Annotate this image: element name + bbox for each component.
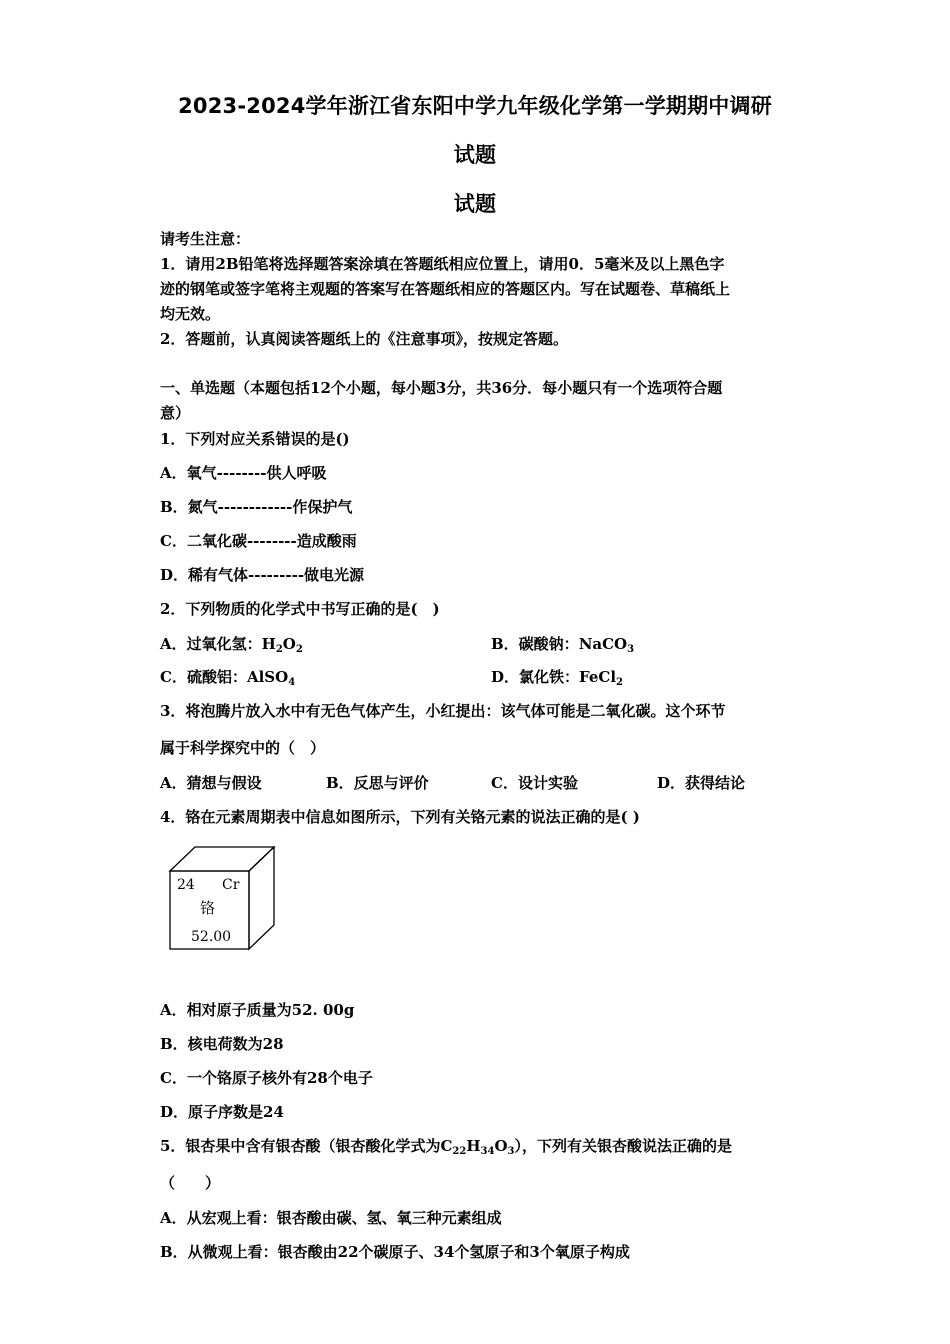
question-1-stem: 1．下列对应关系错误的是(): [160, 430, 350, 448]
question-2-option-a: A．过氧化氢：$H_2O_2$: [160, 635, 303, 655]
notice-item-1-cont: 迹的钢笔或签字笔将主观题的答案写在答题纸相应的答题区内。写在试题卷、草稿纸上: [160, 280, 731, 298]
section-heading: 一、单选题（本题包括12个小题，每小题3分，共36分．每小题只有一个选项符合题: [160, 379, 723, 397]
notice-item-2: 2．答题前，认真阅读答题纸上的《注意事项》，按规定答题。: [160, 330, 568, 348]
question-3-option-a: A．猜想与假设: [160, 774, 262, 792]
element-name: 铬: [200, 899, 216, 917]
question-4-option-c: C．一个铬原子核外有28个电子: [160, 1069, 373, 1087]
notice-item-1: 1．请用2B铅笔将选择题答案涂填在答题纸相应位置上，请用0．5毫米及以上黑色字: [160, 255, 725, 273]
question-4-option-b: B．核电荷数为28: [160, 1035, 284, 1053]
question-2-option-d: D．氯化铁：FeCl$_2$: [491, 668, 623, 688]
question-4-stem: 4．铬在元素周期表中信息如图所示，下列有关铬元素的说法正确的是( ): [160, 808, 640, 826]
element-card: [165, 846, 280, 958]
element-mass: 52.00: [191, 929, 232, 945]
question-5-stem: 5．银杏果中含有银杏酸（银杏酸化学式为$C_{22}H_{34}O_3$），下列有关银杏酸说法正确的是: [160, 1137, 732, 1157]
question-5-stem-cont: （ ）: [160, 1174, 221, 1192]
element-cube: [165, 846, 280, 954]
question-2-option-c: C．硫酸铝：AlSO$_4$: [160, 668, 296, 688]
notice-heading: 请考生注意：: [160, 230, 251, 248]
element-symbol: Cr: [222, 877, 240, 893]
question-1-option-d: D．稀有气体---------做电光源: [160, 566, 365, 584]
question-3-option-c: C．设计实验: [491, 774, 578, 792]
question-3-stem-cont: 属于科学探究中的（ ）: [160, 739, 326, 757]
question-2-option-b: B．碳酸钠：NaCO$_3$: [491, 635, 635, 655]
question-1-option-c: C．二氧化碳--------造成酸雨: [160, 532, 357, 550]
section-heading-cont: 意）: [160, 404, 191, 422]
question-5-option-b: B．从微观上看：银杏酸由22个碳原子、34个氢原子和3个氧原子构成: [160, 1243, 630, 1261]
question-3-option-d: D．获得结论: [657, 774, 746, 792]
page-title-line2: 试题: [453, 143, 497, 167]
page-title: 2023-2024学年浙江省东阳中学九年级化学第一学期期中调研: [178, 94, 772, 118]
question-1-option-a: A．氧气--------供人呼吸: [160, 464, 327, 482]
question-4-option-d: D．原子序数是24: [160, 1103, 284, 1121]
question-4-option-a: A．相对原子质量为52. 00g: [160, 1001, 355, 1019]
notice-item-1-cont2: 均无效。: [160, 305, 221, 323]
question-5-option-a: A．从宏观上看：银杏酸由碳、氢、氧三种元素组成: [160, 1209, 502, 1227]
question-3-stem: 3．将泡腾片放入水中有无色气体产生，小红提出：该气体可能是二氧化碳。这个环节: [160, 702, 726, 720]
question-1-option-b: B．氮气------------作保护气: [160, 498, 353, 516]
element-number: 24: [177, 877, 195, 893]
question-3-option-b: B．反思与评价: [326, 774, 429, 792]
page-subtitle: 试题: [453, 192, 497, 216]
question-2-stem: 2．下列物质的化学式中书写正确的是( ): [160, 600, 440, 618]
